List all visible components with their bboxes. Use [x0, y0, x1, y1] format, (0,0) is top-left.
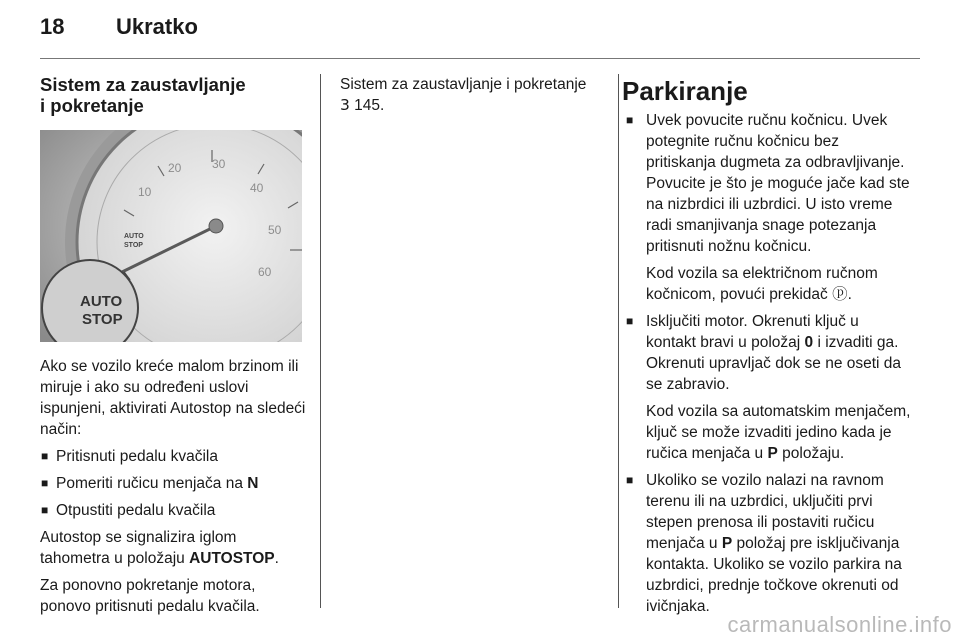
column-left — [40, 74, 310, 623]
list-item — [40, 500, 310, 521]
tick-label: 50 — [268, 223, 282, 237]
page-header — [40, 14, 198, 40]
bullet-text: Otpustiti pedalu kvačila — [56, 502, 216, 519]
tick-label: 20 — [168, 161, 182, 175]
intro-text: Ako se vozilo kreće malom brzinom ili miruje i ako su određeni uslovi ispunjeni, aktivirati Autostop na sledeći način: — [40, 358, 306, 438]
list-item — [40, 473, 310, 494]
reference-arrow-icon: 3 — [340, 96, 350, 114]
badge-stop-text: STOP — [82, 311, 123, 328]
tick-label: 60 — [258, 265, 272, 279]
tick-label: 30 — [212, 157, 226, 171]
header-rule — [40, 58, 920, 59]
list-item — [622, 311, 912, 464]
bullet-text: Pritisnuti pedalu kvačila — [56, 448, 218, 465]
heading-line-2: i pokretanje — [40, 95, 144, 116]
column-divider-1 — [320, 74, 321, 608]
position-p-label: P — [767, 445, 778, 462]
watermark: carmanualsonline.info — [727, 612, 952, 637]
item-text-part: i izvaditi ga. Okrenuti upravljač dok se ne oseti da se zabravio. — [646, 334, 902, 393]
item-text: ■ Uvek povucite ručnu kočnicu. Uvek potegnite ručnu kočnicu bez pritiskanja dugmeta za odbravljivanje. Povucite je što je moguće jače kad ste na nizbrdici ili uzbrdici. U isto vreme radi smanjivanja snage potezanja pritisnuti nožnu kočnicu. — [646, 112, 910, 255]
tick-label: 10 — [138, 185, 152, 199]
signal-text — [40, 527, 310, 569]
item-text-part: položaju. — [777, 445, 845, 462]
item-text — [646, 470, 912, 617]
column-right — [622, 74, 912, 623]
heading-line-1: Sistem za zaustavljanje — [40, 74, 246, 95]
tachometer-photo — [40, 130, 302, 342]
autostop-mark-line1: AUTO — [124, 233, 144, 240]
position-0-label: 0 — [804, 334, 814, 351]
autostop-mark-line2: STOP — [124, 242, 143, 249]
item-text-part: Ukoliko se vozilo nalazi na ravnom terenu ili na uzbrdici, uključiti prvi stepen prenosa ili postaviti ručicu menjača u — [646, 472, 884, 552]
cross-reference — [340, 74, 605, 116]
badge-auto-text: AUTO — [80, 293, 123, 310]
column-middle — [340, 74, 605, 122]
item-text — [646, 311, 912, 395]
list-item — [622, 110, 912, 305]
autostop-label: AUTOSTOP — [189, 550, 275, 567]
signal-text-end: . — [274, 550, 279, 567]
page-number: 18 — [40, 14, 65, 39]
item-text-part: Kod vozila sa automatskim menjačem, ključ se može izvaditi jedino kada je ručica menjača u — [646, 403, 911, 462]
parking-list — [622, 110, 912, 617]
restart-text: Za ponovno pokretanje motora, ponovo pritisnuti pedalu kvačila. — [40, 577, 260, 615]
chapter-title: Ukratko — [116, 14, 198, 39]
reference-text: Sistem za zaustavljanje i pokretanje — [340, 76, 587, 93]
reference-page: 145. — [349, 97, 385, 114]
item-subtext — [646, 401, 912, 464]
list-item — [622, 470, 912, 617]
item-text-part: Isključiti motor. Okrenuti ključ u kontakt bravi u položaj — [646, 313, 859, 351]
section-heading — [40, 74, 310, 116]
item-text-part: položaj pre isključivanja kontakta. Ukoliko se vozilo parkira na uzbrdici, prednje točkove okrenuti od ivičnjaka. — [646, 535, 902, 615]
bullet-text: Pomeriti ručicu menjača na — [56, 475, 248, 492]
position-p-label: P — [721, 535, 733, 552]
signal-text-main: Autostop se signalizira iglom tahometra u položaju — [40, 529, 237, 567]
gear-n-label: N — [247, 475, 259, 492]
item-subtext: Kod vozila sa električnom ručnom kočnicom, povući prekidač ⓟ. — [646, 265, 878, 303]
list-item — [40, 446, 310, 467]
column-divider-2 — [618, 74, 619, 608]
tick-label: 40 — [250, 181, 264, 195]
steps-list — [40, 446, 310, 521]
parking-heading: Parkiranje — [622, 76, 748, 106]
